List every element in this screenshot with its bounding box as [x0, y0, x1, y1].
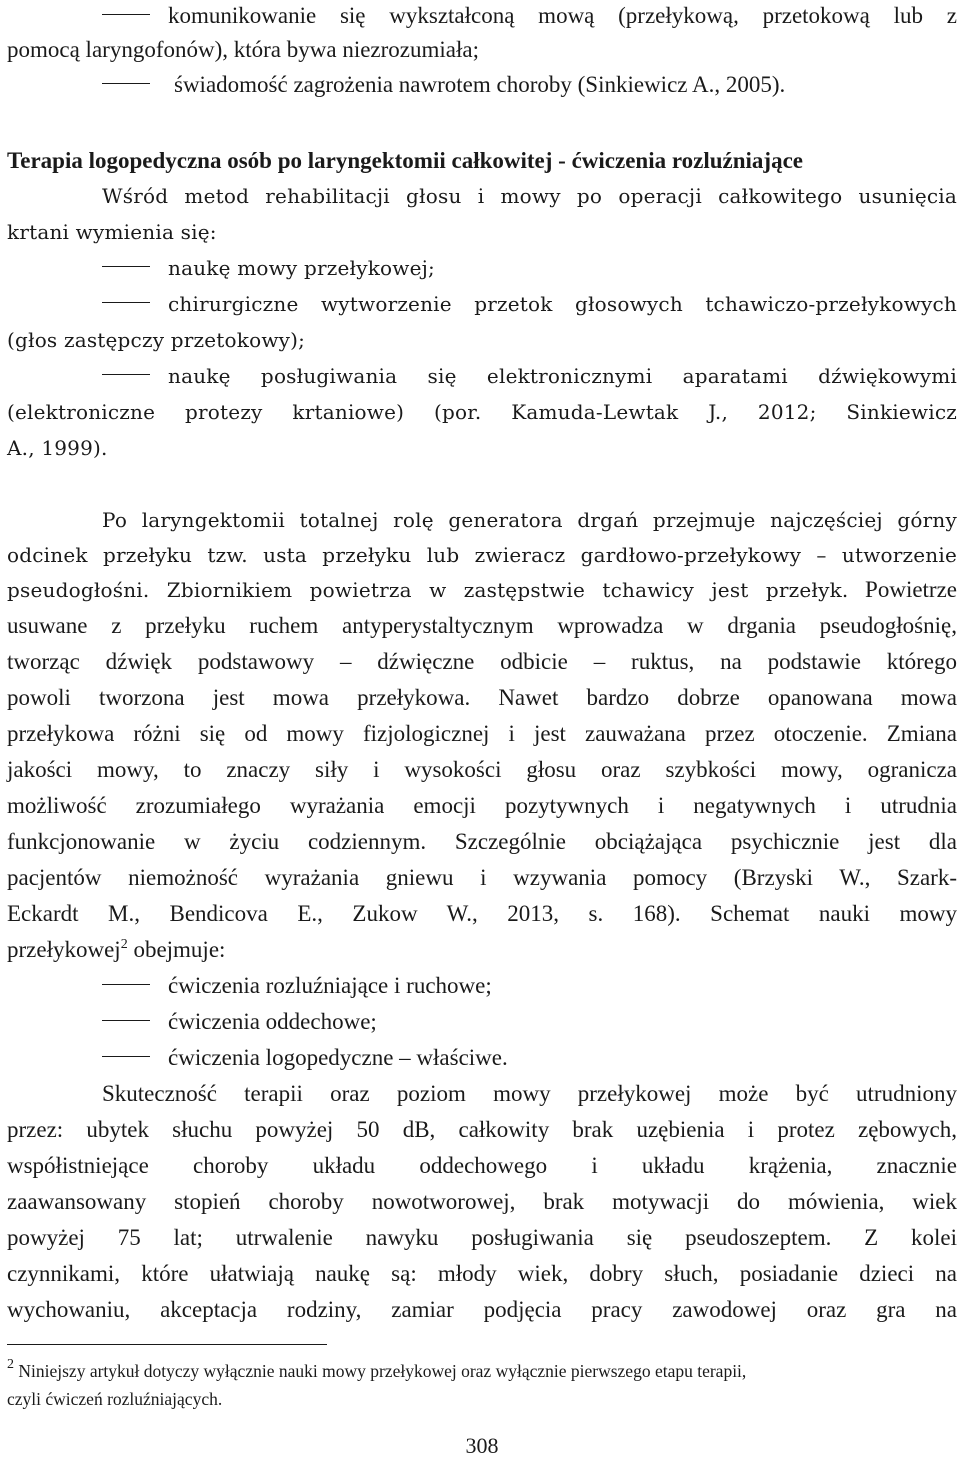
paragraph-2-line — [7, 932, 957, 968]
paragraph-2-line: odcinek przełyku tzw. usta przełyku lub zwieracz gardłowo-przełykowy – utworzenie — [7, 543, 957, 567]
top-list-item-1-continued: pomocą laryngofonów), która bywa niezrozumiała; — [7, 37, 479, 62]
method-item-3-continued: (elektroniczne protezy krtaniowe) (por. Kamuda-Lewtak J., 2012; Sinkiewicz — [7, 400, 957, 424]
footnote-reference: 2 — [120, 937, 128, 952]
top-list-item-1 — [7, 0, 957, 34]
list-dash-icon — [102, 1020, 150, 1021]
list-item-text: chirurgiczne wytworzenie przetok głosowych tchawiczo-przełykowych — [168, 292, 957, 316]
paragraph-2-line: usuwane z przełyku ruchem antyperystaltycznym wprowadza w drgania pseudogłośnię, — [7, 613, 957, 638]
list-dash-icon — [102, 302, 150, 303]
intro-line-2: krtani wymienia się: — [7, 220, 217, 244]
footnote-marker: 2 — [7, 1357, 14, 1372]
list-item-text: naukę mowy przełykowej; — [168, 256, 435, 280]
page-number: 308 — [465, 1433, 499, 1458]
footnote-line-1 — [7, 1356, 957, 1386]
footnote-text: Niniejszy artykuł dotyczy wyłącznie nauki mowy przełykowej oraz wyłącznie pierwszego etapu terapii, — [14, 1361, 747, 1381]
exercise-item-3 — [7, 1040, 957, 1076]
paragraph-3-line: współistniejące choroby układu oddechowego i układu krążenia, znacznie — [7, 1153, 957, 1178]
method-item-2-continued: (głos zastępczy przetokowy); — [7, 328, 306, 352]
list-dash-icon — [102, 83, 150, 84]
paragraph-2-segment: obejmuje: — [127, 937, 226, 962]
list-dash-icon — [102, 1056, 150, 1057]
list-dash-icon — [102, 266, 150, 267]
method-item-1 — [7, 250, 957, 286]
list-dash-icon — [102, 14, 150, 15]
top-list-item-2 — [7, 67, 957, 103]
paragraph-3-line: przez: ubytek słuchu powyżej 50 dB, całkowity brak uzębienia i protez zębowych, — [7, 1117, 957, 1142]
document-page — [7, 0, 957, 1459]
paragraph-3-line: powyżej 75 lat; utrwalenie nawyku posługiwania się pseudoszeptem. Z kolei — [7, 1225, 957, 1250]
paragraph-2-line: powoli tworzona jest mowa przełykowa. Nawet bardzo dobrze opanowana mowa — [7, 685, 957, 710]
paragraph-2-line: Eckardt M., Bendicova E., Zukow W., 2013, s. 168). Schemat nauki mowy — [7, 901, 957, 926]
exercise-item-2 — [7, 1004, 957, 1040]
list-item-text: ćwiczenia oddechowe; — [168, 1009, 377, 1034]
intro-line-1: Wśród metod rehabilitacji głosu i mowy po operacji całkowitego usunięcia — [102, 184, 957, 208]
exercise-item-1 — [7, 968, 957, 1004]
paragraph-2-line: tworząc dźwięk podstawowy – dźwięczne odbicie – ruktus, na podstawie którego — [7, 649, 957, 674]
paragraph-2-line: jakości mowy, to znaczy siły i wysokości głosu oraz szybkości mowy, ogranicza — [7, 757, 957, 782]
paragraph-3-line: czynnikami, które ułatwiają naukę są: młody wiek, dobry słuch, posiadanie dzieci na — [7, 1261, 957, 1286]
paragraph-2-line: pacjentów niemożność wyrażania gniewu i wzywania pomocy (Brzyski W., Szark- — [7, 865, 957, 890]
method-item-2 — [7, 286, 957, 322]
paragraph-2-line: możliwość zrozumiałego wyrażania emocji pozytywnych i negatywnych i utrudnia — [7, 793, 957, 818]
list-item-text: świadomość zagrożenia nawrotem choroby (Sinkiewicz A., 2005). — [174, 72, 786, 97]
paragraph-2-segment: pseudogłośni. Zbiornikiem powietrza w zastępstwie tchawicy jest przełyk. — [7, 578, 849, 602]
paragraph-2-line: funkcjonowanie w życiu codziennym. Szczególnie obciążająca psychicznie jest dla — [7, 829, 957, 854]
list-item-text: ćwiczenia rozluźniające i ruchowe; — [168, 973, 492, 998]
list-item-text: naukę posługiwania się elektronicznymi aparatami dźwiękowymi — [168, 364, 957, 388]
method-item-3-continued: A., 1999). — [7, 436, 108, 460]
paragraph-2-segment: przełykowej — [7, 937, 121, 962]
paragraph-2-line: przełykowa różni się od mowy fizjologicznej i jest zauważana przez otoczenie. Zmiana — [7, 721, 957, 746]
footnote-line-2: czyli ćwiczeń rozluźniających. — [7, 1389, 223, 1409]
paragraph-2-line — [7, 572, 957, 608]
method-item-3 — [7, 358, 957, 394]
list-item-text: komunikowanie się wykształconą mową (przełykową, przetokową lub z — [168, 3, 957, 28]
paragraph-3-line: zaawansowany stopień choroby nowotworowej, brak motywacji do mówienia, wiek — [7, 1189, 957, 1214]
paragraph-3-line: Skuteczność terapii oraz poziom mowy przełykowej może być utrudniony — [102, 1081, 957, 1106]
paragraph-2-line: Po laryngektomii totalnej rolę generatora drgań przejmuje najczęściej górny — [102, 508, 957, 532]
list-dash-icon — [102, 374, 150, 375]
paragraph-3-line: wychowaniu, akceptacja rodziny, zamiar podjęcia pracy zawodowej oraz gra na — [7, 1297, 957, 1322]
paragraph-2-segment: Powietrze — [865, 577, 958, 602]
footnote-divider — [7, 1344, 327, 1345]
list-dash-icon — [102, 984, 150, 985]
list-item-text: ćwiczenia logopedyczne – właściwe. — [168, 1045, 508, 1070]
section-heading: Terapia logopedyczna osób po laryngektomii całkowitej - ćwiczenia rozluźniające — [7, 148, 803, 173]
